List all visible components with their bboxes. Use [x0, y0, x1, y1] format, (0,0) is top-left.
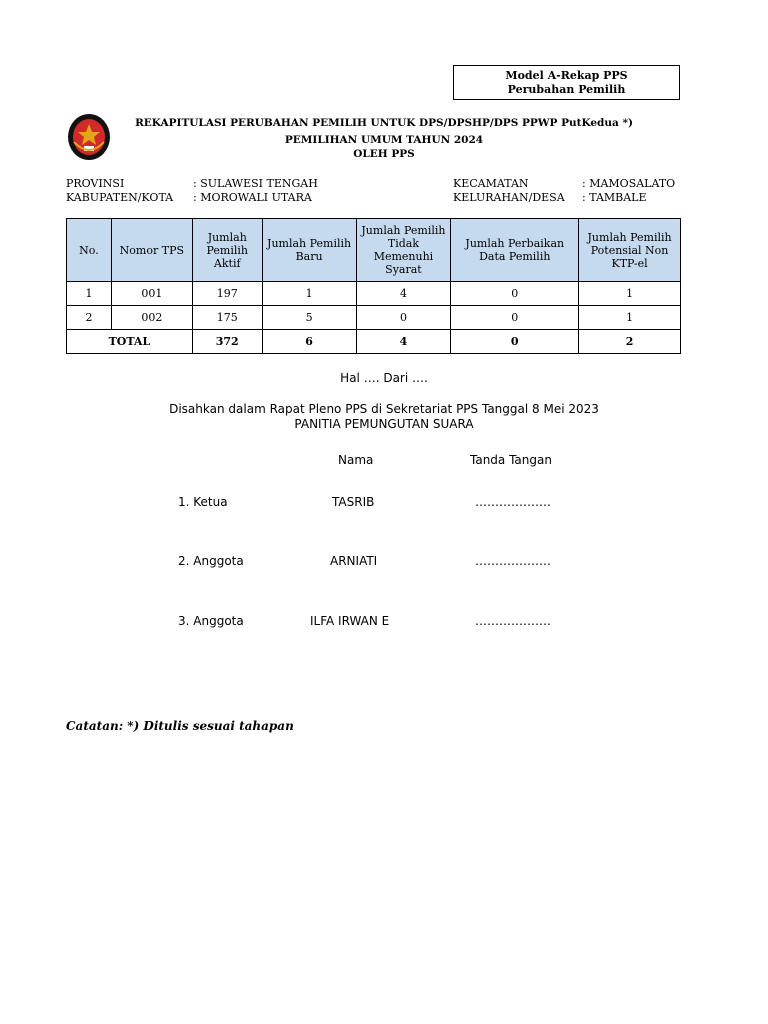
column-tanda-tangan: Tanda Tangan: [470, 453, 552, 467]
kelurahan-label: KELURAHAN/DESA: [453, 191, 565, 204]
cell-tms: 0: [356, 306, 451, 330]
cell-perbaikan: 0: [451, 306, 579, 330]
kecamatan-label: KECAMATAN: [453, 177, 529, 190]
cell-no: 1: [67, 282, 112, 306]
doc-title-line3: OLEH PPS: [353, 148, 415, 160]
signature-line: ……………….: [475, 495, 551, 509]
cell-aktif: 175: [192, 306, 262, 330]
signer-role: 3. Anggota: [178, 614, 244, 628]
signature-line: ……………….: [475, 554, 551, 568]
kabupaten-label: KABUPATEN/KOTA: [66, 191, 174, 204]
total-aktif: 372: [192, 330, 262, 354]
signer-role: 1. Ketua: [178, 495, 228, 509]
signer-role: 2. Anggota: [178, 554, 244, 568]
provinsi-label: PROVINSI: [66, 177, 125, 190]
table-total-row: [67, 330, 681, 354]
total-ktp: 2: [579, 330, 681, 354]
kelurahan-value: : TAMBALE: [582, 191, 647, 204]
footnote: Catatan: *) Ditulis sesuai tahapan: [66, 719, 294, 733]
cell-baru: 5: [262, 306, 356, 330]
signer-name: ARNIATI: [330, 554, 378, 568]
rekap-table: [66, 218, 681, 354]
kecamatan-value: : MAMOSALATO: [582, 177, 676, 190]
column-nama: Nama: [338, 453, 374, 467]
provinsi-value: : SULAWESI TENGAH: [193, 177, 318, 190]
model-label-line2: Perubahan Pemilih: [507, 83, 626, 96]
total-tms: 4: [356, 330, 451, 354]
cell-no: 2: [67, 306, 112, 330]
model-label-box: [453, 65, 680, 100]
model-label-line1: Model A-Rekap PPS: [505, 69, 628, 82]
header-no: No.: [67, 219, 112, 282]
signer-name: TASRIB: [332, 495, 375, 509]
cell-ktp: 1: [579, 306, 681, 330]
total-perbaikan: 0: [451, 330, 579, 354]
header-aktif: Jumlah Pemilih Aktif: [192, 219, 262, 282]
committee-name: PANITIA PEMUNGUTAN SUARA: [294, 417, 474, 431]
header-tps: Nomor TPS: [111, 219, 192, 282]
cell-tms: 4: [356, 282, 451, 306]
signature-line: ……………….: [475, 614, 551, 628]
header-tms: Jumlah Pemilih Tidak Memenuhi Syarat: [356, 219, 451, 282]
page-number: Hal …. Dari ….: [340, 371, 428, 385]
header-perbaikan: Jumlah Perbaikan Data Pemilih: [451, 219, 579, 282]
kabupaten-value: : MOROWALI UTARA: [193, 191, 312, 204]
cell-tps: 002: [111, 306, 192, 330]
cell-tps: 001: [111, 282, 192, 306]
table-row: [67, 306, 681, 330]
header-ktp: Jumlah Pemilih Potensial Non KTP-el: [579, 219, 681, 282]
cell-baru: 1: [262, 282, 356, 306]
cell-perbaikan: 0: [451, 282, 579, 306]
header-baru: Jumlah Pemilih Baru: [262, 219, 356, 282]
table-row: [67, 282, 681, 306]
cell-ktp: 1: [579, 282, 681, 306]
total-label: TOTAL: [67, 330, 193, 354]
approval-statement: Disahkan dalam Rapat Pleno PPS di Sekretariat PPS Tanggal 8 Mei 2023: [169, 402, 599, 416]
total-baru: 6: [262, 330, 356, 354]
signer-name: ILFA IRWAN E: [310, 614, 390, 628]
doc-title-line2: PEMILIHAN UMUM TAHUN 2024: [284, 134, 484, 146]
table-header-row: [67, 219, 681, 282]
doc-title-line1: REKAPITULASI PERUBAHAN PEMILIH UNTUK DPS/DPSHP/DPS PPWP PutKedua *): [135, 117, 633, 129]
cell-aktif: 197: [192, 282, 262, 306]
